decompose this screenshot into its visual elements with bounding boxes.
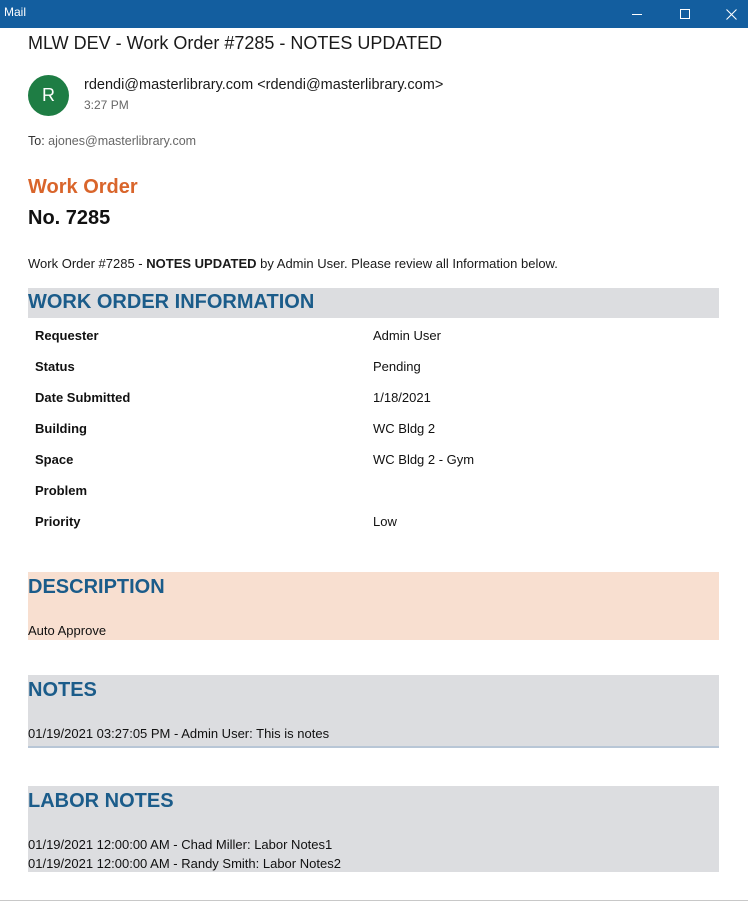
labor-note-entry: 01/19/2021 12:00:00 AM - Randy Smith: Labor Notes2 — [28, 856, 341, 871]
work-order-title: Work Order — [28, 176, 138, 198]
labor-note-entry: 01/19/2021 12:00:00 AM - Chad Miller: Labor Notes1 — [28, 837, 333, 852]
description-text: Auto Approve — [28, 623, 107, 638]
avatar[interactable]: R — [28, 75, 69, 116]
info-row-priority — [35, 514, 715, 532]
info-label: Priority — [35, 514, 81, 529]
close-icon — [726, 9, 737, 20]
divider — [0, 900, 748, 901]
window-titlebar — [0, 0, 748, 28]
work-order-number: No. 7285 — [28, 207, 111, 229]
info-value: Pending — [373, 359, 421, 374]
maximize-button[interactable] — [662, 0, 708, 28]
info-label: Problem — [35, 483, 88, 498]
info-row-space — [35, 452, 715, 470]
info-value: Low — [373, 514, 397, 529]
info-label: Status — [35, 359, 75, 374]
info-label: Requester — [35, 328, 99, 343]
minimize-icon — [632, 14, 642, 15]
labor-notes-section — [28, 786, 719, 872]
info-row-date-submitted — [35, 390, 715, 408]
recipient-address[interactable]: ajones@masterlibrary.com — [48, 134, 197, 148]
labor-notes-heading: LABOR NOTES — [28, 790, 174, 812]
notes-section — [28, 675, 719, 748]
summary-suffix: by Admin User. Please review all Information below. — [256, 256, 558, 271]
close-button[interactable] — [708, 0, 748, 28]
sender-address[interactable]: rdendi@masterlibrary.com <rdendi@masterlibrary.com> — [84, 77, 444, 93]
info-row-problem — [35, 483, 715, 501]
minimize-button[interactable] — [614, 0, 660, 28]
description-section — [28, 572, 719, 640]
email-subject: MLW DEV - Work Order #7285 - NOTES UPDATED — [28, 33, 443, 53]
summary-status: NOTES UPDATED — [146, 256, 257, 271]
info-value: Admin User — [373, 328, 441, 343]
to-label: To: — [28, 134, 45, 148]
update-summary — [28, 256, 558, 271]
info-label: Date Submitted — [35, 390, 131, 405]
notes-text: 01/19/2021 03:27:05 PM - Admin User: This is notes — [28, 726, 330, 741]
info-label: Building — [35, 421, 87, 436]
info-value: WC Bldg 2 - Gym — [373, 452, 475, 467]
app-title: Mail — [4, 5, 27, 19]
summary-prefix: Work Order #7285 - — [28, 256, 147, 271]
recipient-line — [28, 134, 196, 148]
notes-heading: NOTES — [28, 679, 97, 701]
info-row-building — [35, 421, 715, 439]
info-value: 1/18/2021 — [373, 390, 431, 405]
description-heading: DESCRIPTION — [28, 576, 165, 598]
info-row-requester — [35, 328, 715, 346]
info-value: WC Bldg 2 — [373, 421, 436, 436]
info-row-status — [35, 359, 715, 377]
info-label: Space — [35, 452, 74, 467]
info-section-heading: WORK ORDER INFORMATION — [28, 288, 719, 318]
maximize-icon — [680, 9, 690, 19]
received-time: 3:27 PM — [84, 98, 129, 112]
